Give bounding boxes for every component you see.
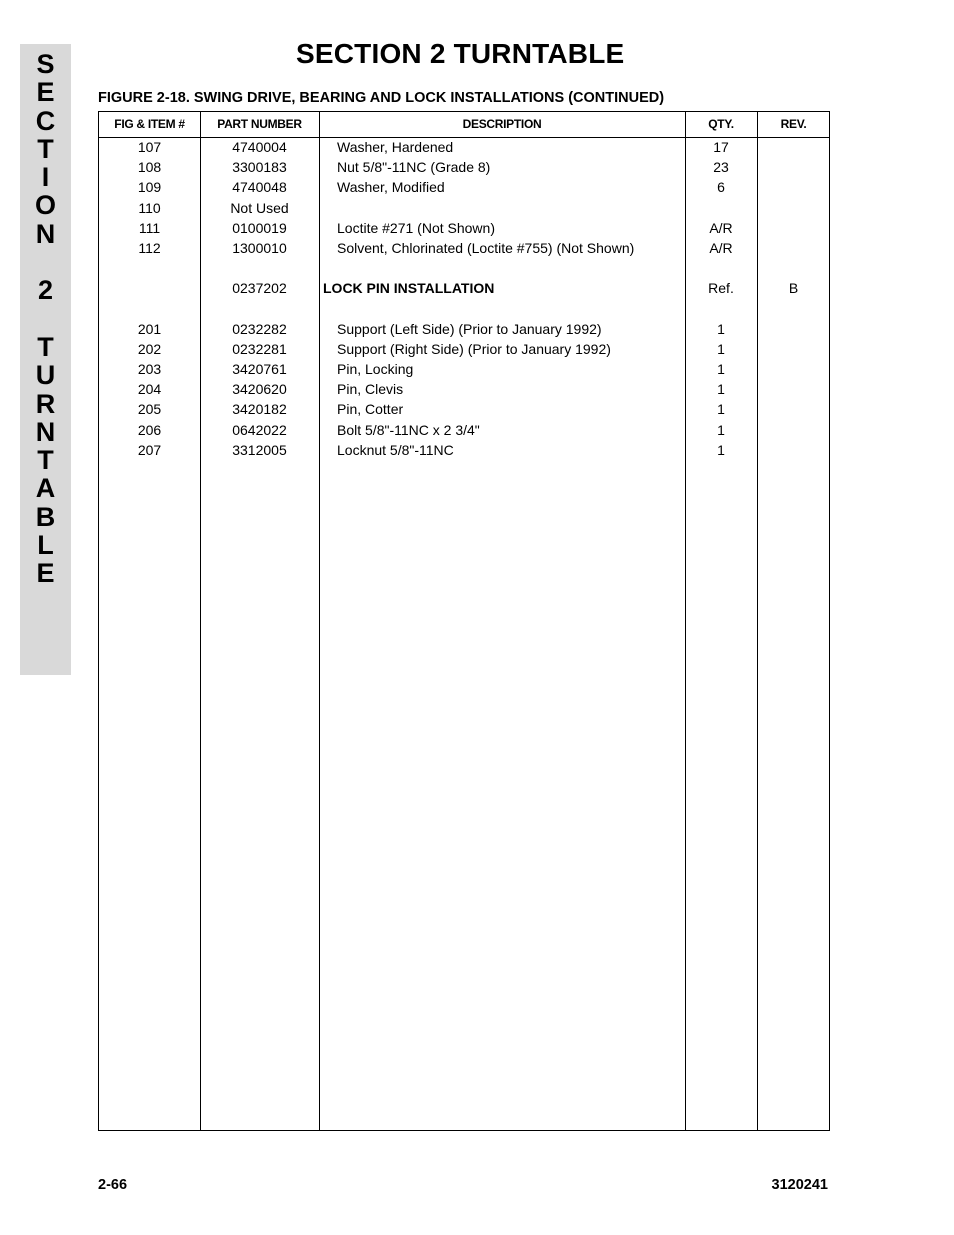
cell-description: Support (Right Side) (Prior to January 1992) <box>337 340 611 357</box>
cell-item: 205 <box>137 401 162 418</box>
document-number: 3120241 <box>771 1177 828 1193</box>
side-tab-letter: S <box>36 49 55 79</box>
cell-item: 109 <box>137 179 162 196</box>
table-row <box>99 279 829 299</box>
side-tab-letter: I <box>41 162 50 193</box>
cell-item <box>99 259 200 279</box>
cell-description: Locknut 5/8"-11NC <box>337 441 454 458</box>
table-row <box>99 380 829 400</box>
cell-item: 111 <box>138 219 161 236</box>
cell-part-number: 3420761 <box>232 361 287 378</box>
cell-qty: 1 <box>717 361 725 378</box>
cell-qty: 1 <box>717 381 725 398</box>
cell-rev <box>757 380 830 400</box>
parts-table <box>98 111 830 1131</box>
page-number: 2-66 <box>98 1177 128 1193</box>
cell-item: 206 <box>137 421 162 438</box>
table-row <box>99 219 829 239</box>
cell-description <box>337 259 682 279</box>
cell-description: Washer, Modified <box>337 179 445 196</box>
cell-part-number: 4740048 <box>232 179 287 196</box>
side-tab-letter: U <box>35 360 56 391</box>
table-row <box>99 400 829 420</box>
cell-description: Bolt 5/8"-11NC x 2 3/4" <box>337 421 480 438</box>
table-row <box>99 360 829 380</box>
cell-item: 203 <box>137 361 162 378</box>
cell-part-number: 4740004 <box>232 139 287 155</box>
cell-part-number: 0232282 <box>232 320 287 337</box>
side-tab-letter: R <box>35 388 56 419</box>
cell-qty: A/R <box>709 239 733 256</box>
cell-qty: 1 <box>717 401 725 418</box>
cell-part-number <box>200 259 319 279</box>
cell-rev <box>757 441 830 461</box>
cell-description: Support (Left Side) (Prior to January 1992) <box>337 320 602 337</box>
side-tab-letter: B <box>35 501 56 532</box>
cell-item: 112 <box>138 239 161 256</box>
cell-item: 204 <box>137 381 162 398</box>
cell-part-number: 1300010 <box>232 239 287 256</box>
section-side-tab-label <box>20 50 71 588</box>
table-row <box>99 421 829 441</box>
side-tab-letter: L <box>37 530 54 561</box>
cell-qty: Ref. <box>708 280 734 297</box>
table-row <box>99 199 829 219</box>
cell-qty <box>685 259 757 279</box>
cell-description <box>337 300 682 320</box>
side-tab-letter: A <box>35 473 56 504</box>
cell-qty: 1 <box>717 320 725 337</box>
header-part-number: PART NUMBER <box>217 117 302 131</box>
cell-description: Pin, Clevis <box>337 381 404 398</box>
cell-rev <box>757 178 830 198</box>
side-tab-letter: T <box>37 133 54 164</box>
side-tab-letter: O <box>34 190 56 221</box>
cell-rev <box>757 158 830 178</box>
table-row <box>99 239 829 259</box>
side-tab-letter: N <box>35 416 56 447</box>
side-tab-letter: 2 <box>37 275 54 306</box>
cell-part-number: 3420620 <box>232 381 287 398</box>
cell-rev <box>757 239 830 259</box>
header-item: FIG & ITEM # <box>114 117 185 131</box>
cell-item: 202 <box>137 340 162 357</box>
side-tab-letter: T <box>37 445 54 476</box>
cell-description: Washer, Hardened <box>337 139 454 155</box>
cell-part-number: 0642022 <box>232 421 287 438</box>
side-tab-letter: E <box>36 77 55 108</box>
cell-rev <box>757 360 830 380</box>
cell-description: Loctite #271 (Not Shown) <box>337 219 495 236</box>
cell-item: 108 <box>137 159 162 176</box>
side-tab-letter: E <box>36 558 55 589</box>
cell-description: Pin, Locking <box>337 361 414 378</box>
table-row <box>99 320 829 340</box>
cell-qty: 17 <box>713 139 729 155</box>
table-row <box>99 259 829 279</box>
table-row <box>99 300 829 320</box>
cell-qty: 1 <box>717 441 725 458</box>
cell-part-number <box>200 300 319 320</box>
cell-part-number: 0237202 <box>232 280 287 297</box>
cell-item: 201 <box>137 320 162 337</box>
cell-part-number: 3420182 <box>232 401 287 418</box>
cell-qty: A/R <box>709 219 733 236</box>
cell-qty: 1 <box>717 340 725 357</box>
cell-item <box>99 300 200 320</box>
table-row <box>99 340 829 360</box>
header-rev: REV. <box>780 117 807 131</box>
cell-qty: 23 <box>713 159 729 176</box>
side-tab-letter: N <box>35 218 56 249</box>
page-title: SECTION 2 TURNTABLE <box>296 38 625 69</box>
cell-part-number: 0100019 <box>232 219 287 236</box>
table-body <box>99 138 829 461</box>
cell-description: Pin, Cotter <box>337 401 404 418</box>
cell-item: 207 <box>137 441 162 458</box>
cell-item: 107 <box>137 139 162 155</box>
cell-qty <box>685 300 757 320</box>
cell-rev <box>757 340 830 360</box>
header-qty: QTY. <box>708 117 734 131</box>
cell-part-number: 3312005 <box>232 441 287 458</box>
side-tab-letter: C <box>35 105 56 136</box>
cell-rev <box>757 400 830 420</box>
table-row <box>99 441 829 461</box>
cell-description: Nut 5/8"-11NC (Grade 8) <box>337 159 491 176</box>
cell-rev <box>757 320 830 340</box>
header-description: DESCRIPTION <box>462 117 542 131</box>
cell-rev <box>757 300 830 320</box>
cell-rev <box>757 199 830 219</box>
cell-qty <box>685 199 757 219</box>
cell-part-number: 3300183 <box>232 159 287 176</box>
cell-description: Solvent, Chlorinated (Loctite #755) (Not Shown) <box>337 239 635 256</box>
figure-title: FIGURE 2-18. SWING DRIVE, BEARING AND LOCK INSTALLATIONS (CONTINUED) <box>98 90 665 106</box>
cell-item <box>99 279 200 299</box>
cell-qty: 6 <box>717 179 725 196</box>
table-row <box>99 178 829 198</box>
cell-qty: 1 <box>717 421 725 438</box>
cell-part-number: Not Used <box>230 199 289 216</box>
side-tab-letter: T <box>37 331 54 362</box>
cell-description <box>337 199 682 219</box>
cell-rev: B <box>788 280 799 297</box>
table-row <box>99 138 829 158</box>
cell-item: 110 <box>138 199 161 216</box>
cell-rev <box>757 138 830 158</box>
cell-rev <box>757 421 830 441</box>
cell-rev <box>757 259 830 279</box>
cell-part-number: 0232281 <box>232 340 287 357</box>
cell-description: LOCK PIN INSTALLATION <box>323 280 495 297</box>
table-row <box>99 158 829 178</box>
cell-rev <box>757 219 830 239</box>
